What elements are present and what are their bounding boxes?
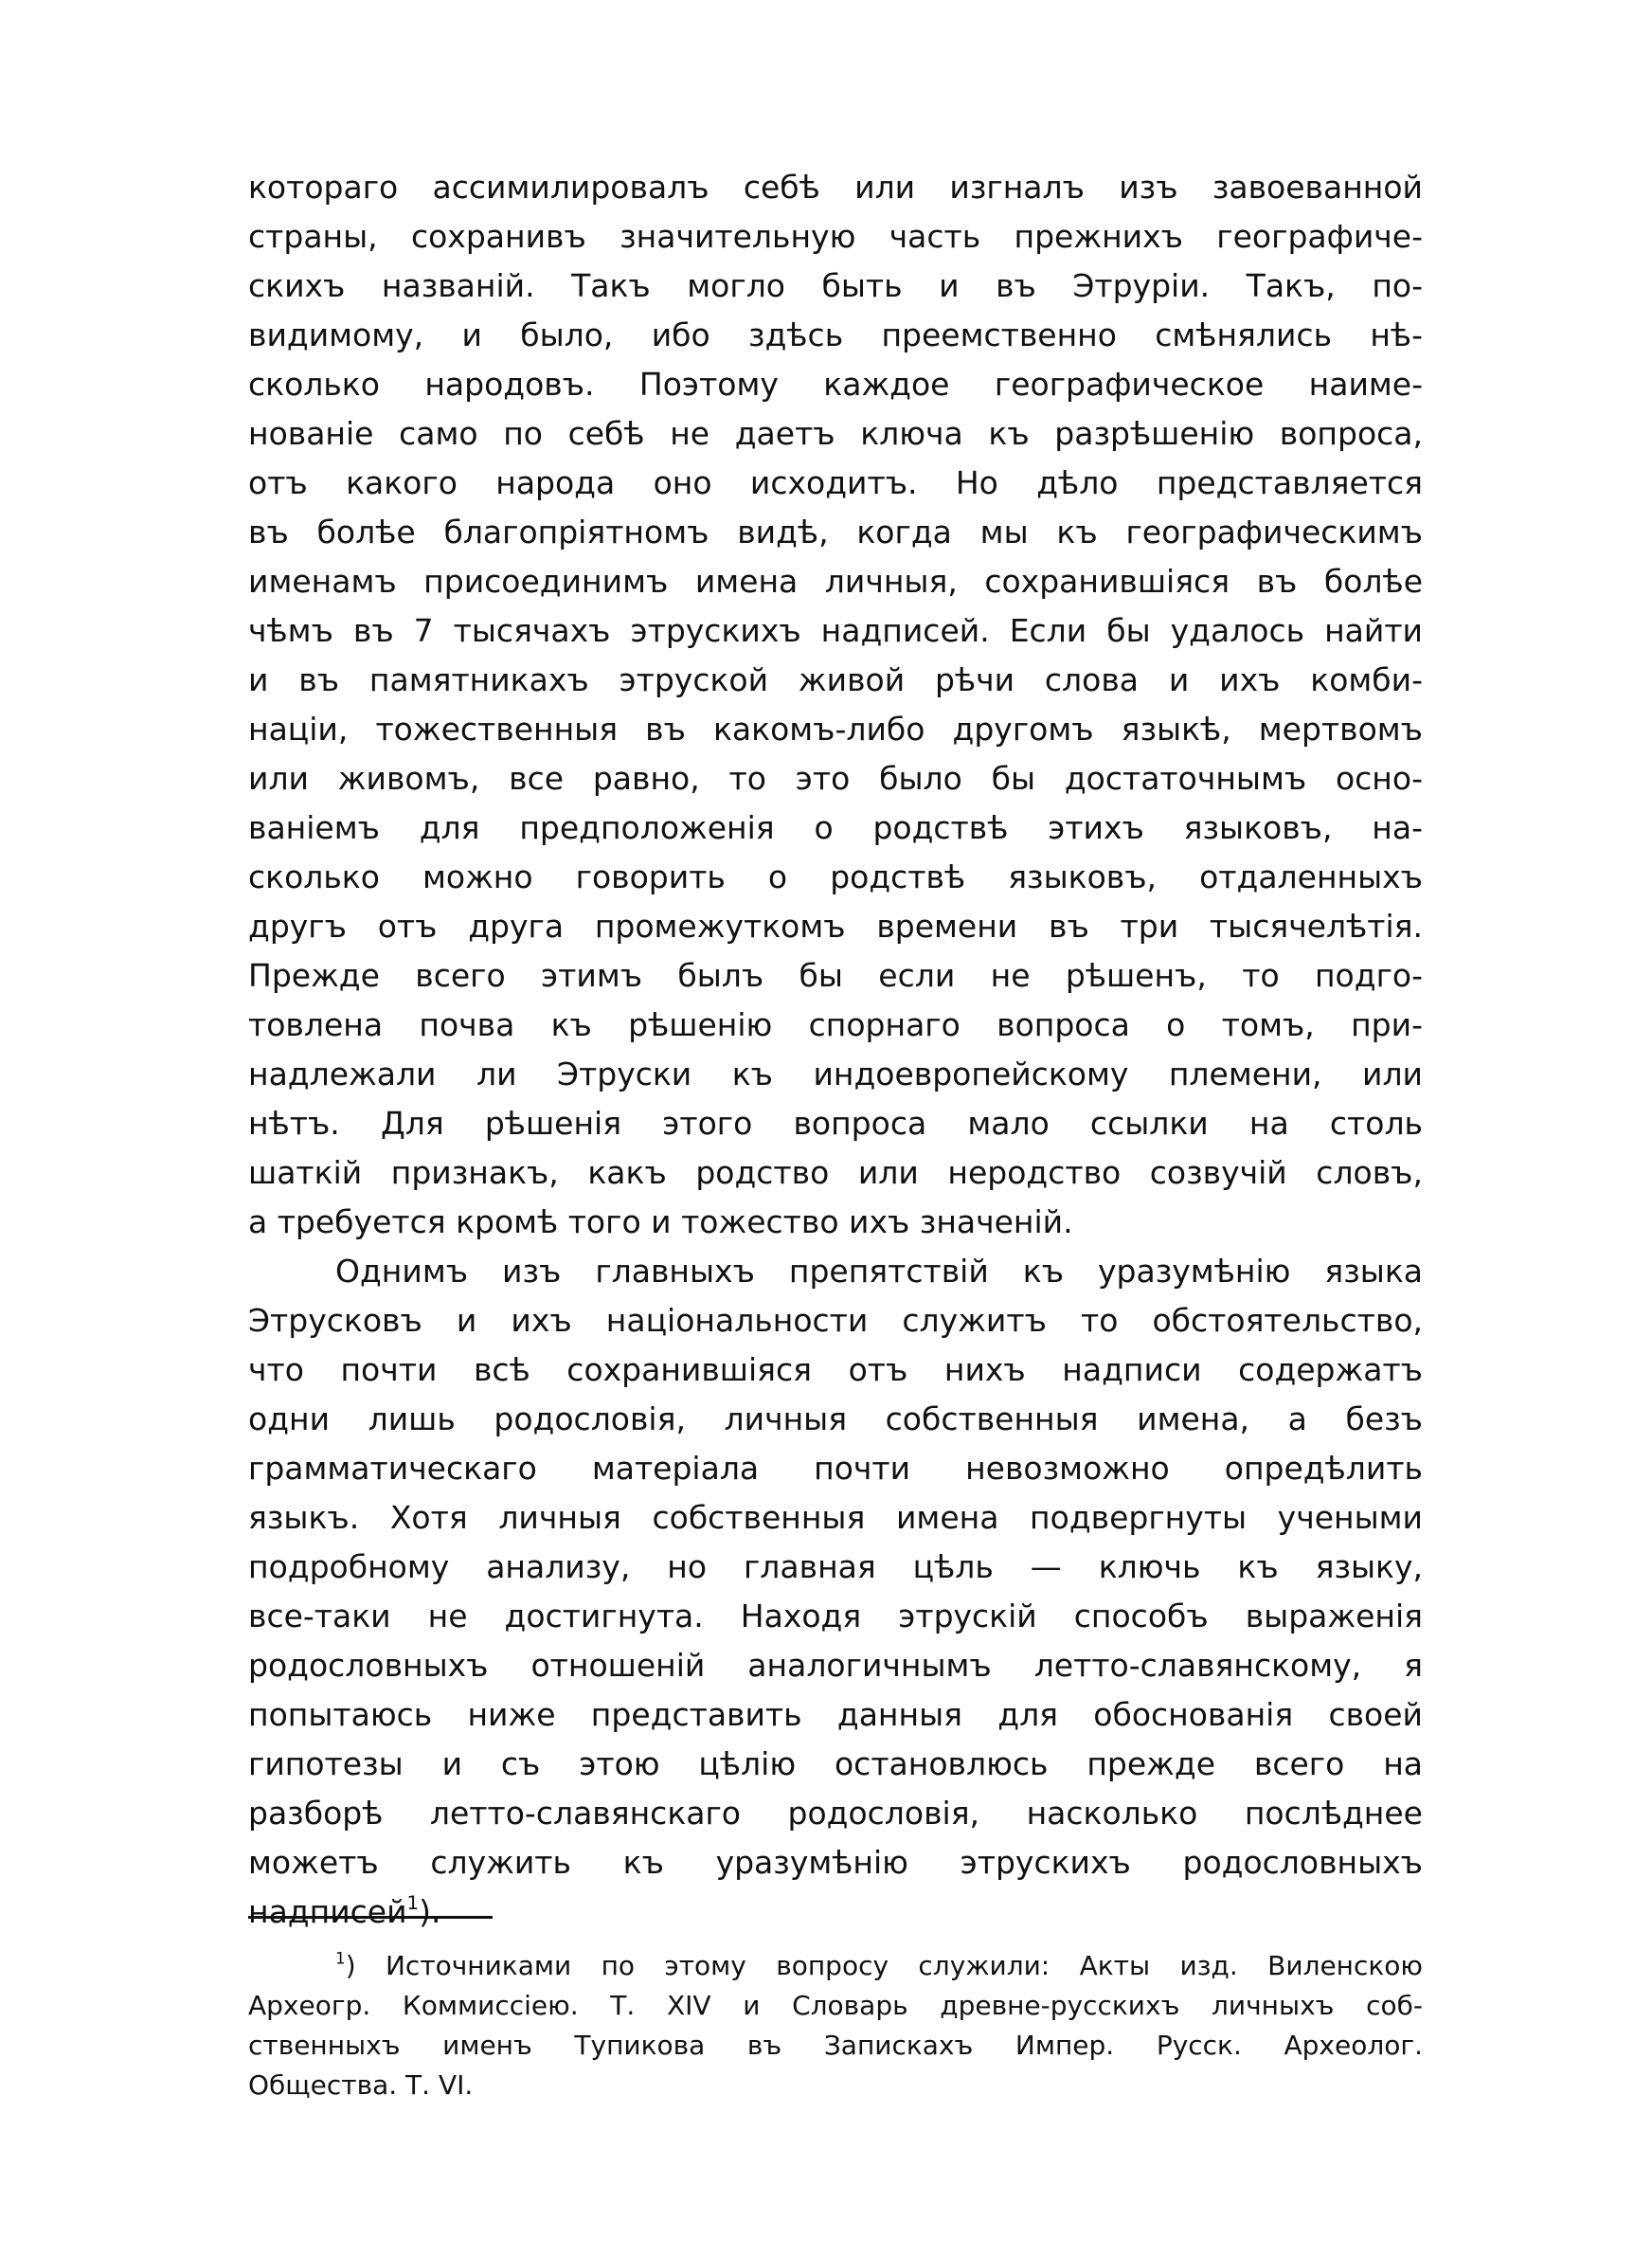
footnote-line-text: ) Источниками по этому вопросу служили: Акты изд. Виленскою xyxy=(345,1950,1423,1981)
footnote-line: ственныхъ именъ Тупикова въ Запискахъ Импер. Русск. Археолог. xyxy=(248,2030,1423,2061)
text-line: все-таки не достигнута. Находя этрускій способъ выраженія xyxy=(248,1598,1423,1634)
text-line: ваніемъ для предположенія о родствѣ этихъ языковъ, на- xyxy=(248,809,1423,846)
text-line: націи, тожественныя въ какомъ-либо другомъ языкѣ, мертвомъ xyxy=(248,711,1423,748)
text-line: Этрусковъ и ихъ національности служитъ то обстоятельство, xyxy=(248,1302,1423,1339)
text-line: подробному анализу, но главная цѣль — ключь къ языку, xyxy=(248,1548,1423,1585)
text-line: Однимъ изъ главныхъ препятствій къ уразумѣнію языка xyxy=(335,1253,1423,1290)
text-line: чѣмъ въ 7 тысячахъ этрускихъ надписей. Если бы удалось найти xyxy=(248,612,1423,649)
text-line: что почти всѣ сохранившіяся отъ нихъ надписи содержатъ xyxy=(248,1351,1423,1388)
text-line: въ болѣе благопріятномъ видѣ, когда мы къ географическимъ xyxy=(248,514,1423,551)
text-line: котораго ассимилировалъ себѣ или изгналъ изъ завоеванной xyxy=(248,169,1423,206)
text-line: гипотезы и съ этою цѣлію остановлюсь прежде всего на xyxy=(248,1745,1423,1782)
text-line: страны, сохранивъ значительную часть прежнихъ географиче- xyxy=(248,218,1423,255)
text-line: видимому, и было, ибо здѣсь преемственно смѣнялись нѣ- xyxy=(248,316,1423,353)
footnote-reference[interactable]: 1 xyxy=(406,1892,420,1915)
text-line: а требуется кромѣ того и тожество ихъ значеній. xyxy=(248,1203,1073,1240)
text-line: грамматическаго матеріала почти невозможно опредѣлить xyxy=(248,1450,1423,1487)
text-line: сколько народовъ. Поэтому каждое географическое наиме- xyxy=(248,366,1423,403)
footnote xyxy=(248,1946,1423,2105)
text-line: языкъ. Хотя личныя собственныя имена подвергнуты учеными xyxy=(248,1499,1423,1536)
last-line-tail: ). xyxy=(419,1893,441,1930)
text-line: можетъ служить къ уразумѣнію этрускихъ родословныхъ xyxy=(248,1844,1423,1881)
text-line: отъ какого народа оно исходитъ. Но дѣло представляется xyxy=(248,464,1423,501)
text-line-last xyxy=(248,1887,1423,1937)
text-line: сколько можно говорить о родствѣ языковъ, отдаленныхъ xyxy=(248,858,1423,895)
text-line: надлежали ли Этруски къ индоевропейскому племени, или xyxy=(248,1056,1423,1092)
body-text xyxy=(248,163,1423,1937)
text-line: именамъ присоединимъ имена личныя, сохранившіяся въ болѣе xyxy=(248,563,1423,600)
text-line: другъ отъ друга промежуткомъ времени въ три тысячелѣтія. xyxy=(248,908,1423,945)
text-line: попытаюсь ниже представить данныя для обоснованія своей xyxy=(248,1696,1423,1733)
text-line: и въ памятникахъ этруской живой рѣчи слова и ихъ комби- xyxy=(248,661,1423,698)
footnote-line: Археогр. Коммиссіею. Т. XIV и Словарь древне-русскихъ личныхъ соб- xyxy=(248,1990,1423,2021)
paragraph-1 xyxy=(248,163,1423,1247)
text-line: скихъ названій. Такъ могло быть и въ Этруріи. Такъ, по- xyxy=(248,267,1423,304)
last-line-text: надписей xyxy=(248,1893,407,1930)
footnote-marker: 1 xyxy=(335,1948,346,1968)
footnote-line: Общества. Т. VI. xyxy=(248,2069,474,2101)
text-line: или живомъ, все равно, то это было бы достаточнымъ осно- xyxy=(248,760,1423,797)
text-line: нованіе само по себѣ не даетъ ключа къ разрѣшенію вопроса, xyxy=(248,415,1423,452)
text-line: товлена почва къ рѣшенію спорнаго вопроса о томъ, при- xyxy=(248,1006,1423,1043)
text-line: одни лишь родословія, личныя собственныя имена, а безъ xyxy=(248,1400,1423,1437)
paragraph-2 xyxy=(248,1247,1423,1937)
text-line: разборѣ летто-славянскаго родословія, насколько послѣднее xyxy=(248,1795,1423,1832)
text-line: нѣтъ. Для рѣшенія этого вопроса мало ссылки на столь xyxy=(248,1105,1423,1142)
text-line: Прежде всего этимъ былъ бы если не рѣшенъ, то подго- xyxy=(248,957,1423,994)
text-line: шаткій признакъ, какъ родство или неродство созвучій словъ, xyxy=(248,1154,1423,1191)
footnote-divider xyxy=(248,1916,493,1919)
text-line: родословныхъ отношеній аналогичнымъ летто-славянскому, я xyxy=(248,1647,1423,1684)
footnote-line xyxy=(248,1946,1423,1986)
